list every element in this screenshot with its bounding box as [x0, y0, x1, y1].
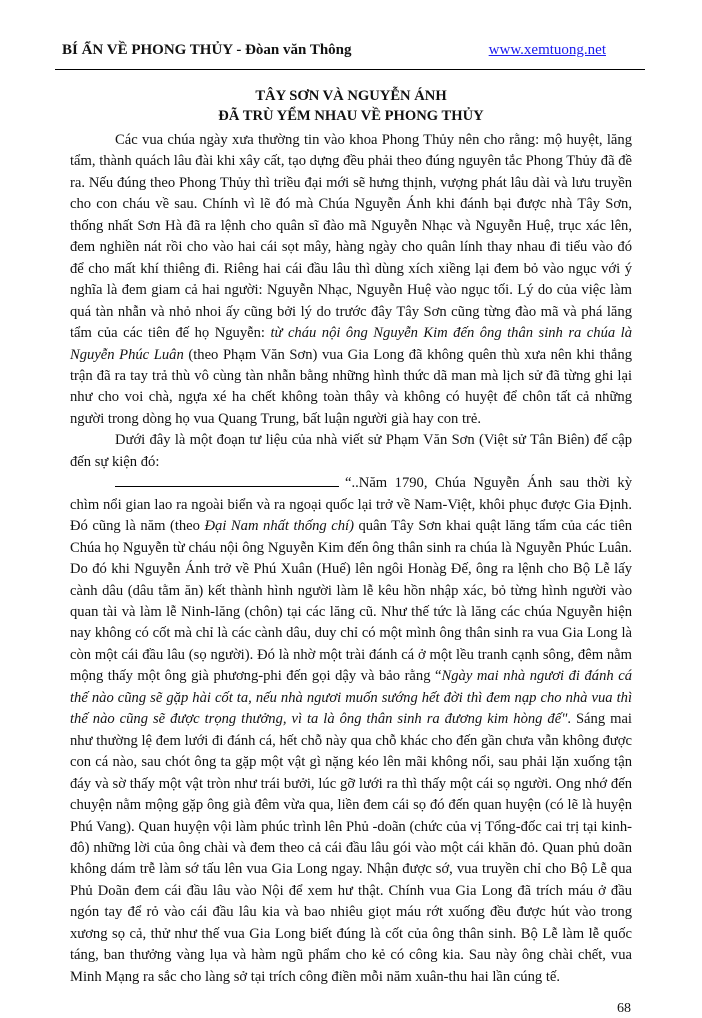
paragraph-text: quân Tây Sơn khai quật lăng tẩm của các tiên Chúa họ Nguyễn từ cháu nội ông Nguyễn Kim đến ông thân sinh ra chúa là Nguyễn Phúc Luân. Do đó khi Nguyễn Ánh trở về Phú Xuân (Huế) lên ngôi Honàg Đế, ông ra lệnh cho Bộ Lễ lấy cành dâu (dâu tằm ăn) kết thành hình người làm lễ kêu hồn nhập xác, bỏ từng hình người vào quan tài và làm lễ Ninh-lăng (chôn) tại các lăng cũ. Như thế tức là lăng các chúa Nguyễn hiện nay không có cốt mà chỉ là các cành dâu, duy chỉ có một mình ông thân sinh ra vua Gia Long là còn một cái đầu lâu (sọ người). Đó là nhờ một trài đánh cá ở một lều tranh cạnh sông, đêm nằm mộng thấy một ông già phương-phi đến gọi dậy và bảo rằng “	[70, 518, 632, 685]
title-line-2: ĐÃ TRÙ YỂM NHAU VỀ PHONG THỦY	[218, 108, 484, 124]
paragraph	[70, 473, 632, 988]
article-body	[70, 130, 632, 988]
page-header	[62, 40, 646, 66]
header-divider	[55, 69, 645, 70]
paragraph-text: “..Năm 1790, Chúa Nguyễn Ánh sau thời kỳ chìm nổi gian lao ra ngoài biển và ra ngoại quốc lại trở về Nam-Việt, khôi phục được Gia Định. Đó cũng là năm (theo	[70, 475, 632, 535]
italic-text: Đại Nam nhất thống chí)	[204, 518, 354, 535]
website-link[interactable]: www.xemtuong.net	[488, 42, 606, 58]
paragraph-text: Các vua chúa ngày xưa thường tin vào khoa Phong Thủy nên cho rằng: mộ huyệt, lăng tẩm, thành quách lâu đài khi xây cất, tạo dựng đều phải theo đúng nguyên tắc Phong Thủy đã đề ra. Nếu đúng theo Phong Thủy thì triều đại mới sẽ hưng thịnh, vượng phát lâu dài và lưu truyền cho con cháu về sau. Chính vì lẽ đó mà Chúa Nguyễn Ánh khi đánh bại được nhà Tây Sơn, thống nhất Sơn Hà đã ra lệnh cho quân sĩ đào mã Nguyễn Nhạc và Nguyễn Huệ, trục xác lên, đem nghiền nát rồi cho vào hai cái sọt mây, hàng ngày cho quân lính thay nhau đi tiểu vào đó để cho mất khí thiêng đi. Riêng hai cái đầu lâu thì dùng xích xiềng lại đem bỏ vào ngục với ý nghĩa là đem giam cả hai người: Nguyễn Nhạc, Nguyễn Huệ vào ngục tối. Lý do của việc làm quá tàn nhẫn và nhỏ nhoi ấy cũng bởi lý do trước đây Tây Sơn cũng từng đào mã và phá lăng tẩm của các tiên đế họ Nguyễn:	[70, 132, 632, 342]
paragraph-text: . Sáng mai như thường lệ đem lưới đi đánh cá, hết chỗ này qua chỗ khác cho đến gần chưa vẫn không được con cá nào, sau chót ông ta gặp một vật gì nặng kéo lên mãi không nổi, sau phải lặn xuống tận đáy và sờ thấy một vật tròn như trái bưởi, lúc gỡ lưới ra thì thấy một cái sọ người. Ong nhớ đến chuyện nằm mộng gặp ông già đêm vừa qua, liền đem cái sọ đó đến quan huyện (có lẽ là huyện Phú Vang). Quan huyện vội làm phúc trình lên Phủ -doãn (chức của vị Tổng-đốc cai trị tại kinh-đô) những lời của ông chài và đem theo cả cái đầu lâu gói vào một cái khăn đỏ. Quan phủ doãn không dám trễ làm sớ tấu lên vua Gia Long ngay. Nhận được sớ, vua truyền chỉ cho Bộ Lễ qua Phủ Doãn đem cái đầu lâu vào Nội để xem hư thật. Chính vua Gia Long đã trích máu ở đầu ngón tay để rỏ vào cái đầu lâu kia và bao nhiêu giọt máu rớt xuống đều được hút vào trong xương sọ cả, thử như thế vua Gia Long biết đúng là cốt của ông thân sinh. Bộ Lễ làm lễ quốc táng, ban thưởng vàng lụa và hàm ngũ phẩm cho kẻ có công kia. Sau này ông chài chết, vua Minh Mạng ra sắc cho làng sở tại trích công điền mỗi năm xuân-thu hai lần cúng tế.	[70, 711, 632, 985]
paragraph-text: (theo Phạm Văn Sơn) vua Gia Long đã không quên thù xưa nên khi thắng trận đã ra tay trả thù vô cùng tàn nhẫn bằng những hình thức dã man mà lịch sử đã từng ghi lại như cho voi chà, ngựa xé ha chết không toàn thây và không có huyệt để chôn tất cả những người trong dòng họ vua Quang Trung, bất luận người già hay con trẻ.	[70, 346, 632, 427]
blank-underline	[115, 474, 339, 487]
title-line-1: TÂY SƠN VÀ NGUYỄN ÁNH	[255, 88, 447, 104]
italic-text: từ cháu nội ông Nguyễn Kim đến ông thân sinh ra chúa là Nguyễn Phúc Luân	[70, 325, 632, 363]
paragraph-text: Dưới đây là một đoạn tư liệu của nhà viết sử Phạm Văn Sơn (Việt sử Tân Biên) để cập đến sự kiện đó:	[70, 432, 632, 470]
header-title: BÍ ẨN VỀ PHONG THỦY - Đòan văn Thông	[62, 42, 352, 58]
italic-text: Ngày mai nhà ngươi đi đánh cá thế nào cũng sẽ gặp hài cốt ta, nếu nhà ngươi muốn sướng hết đời thì đem nạp cho nhà vua thì thế nào cũng sẽ được trọng thưởng, vì ta là ông thân sinh ra đương kim hòng đế"	[70, 668, 632, 728]
paragraph	[70, 130, 632, 430]
page-number: 68	[617, 1001, 631, 1016]
article-title	[70, 86, 632, 126]
paragraph	[70, 430, 632, 473]
